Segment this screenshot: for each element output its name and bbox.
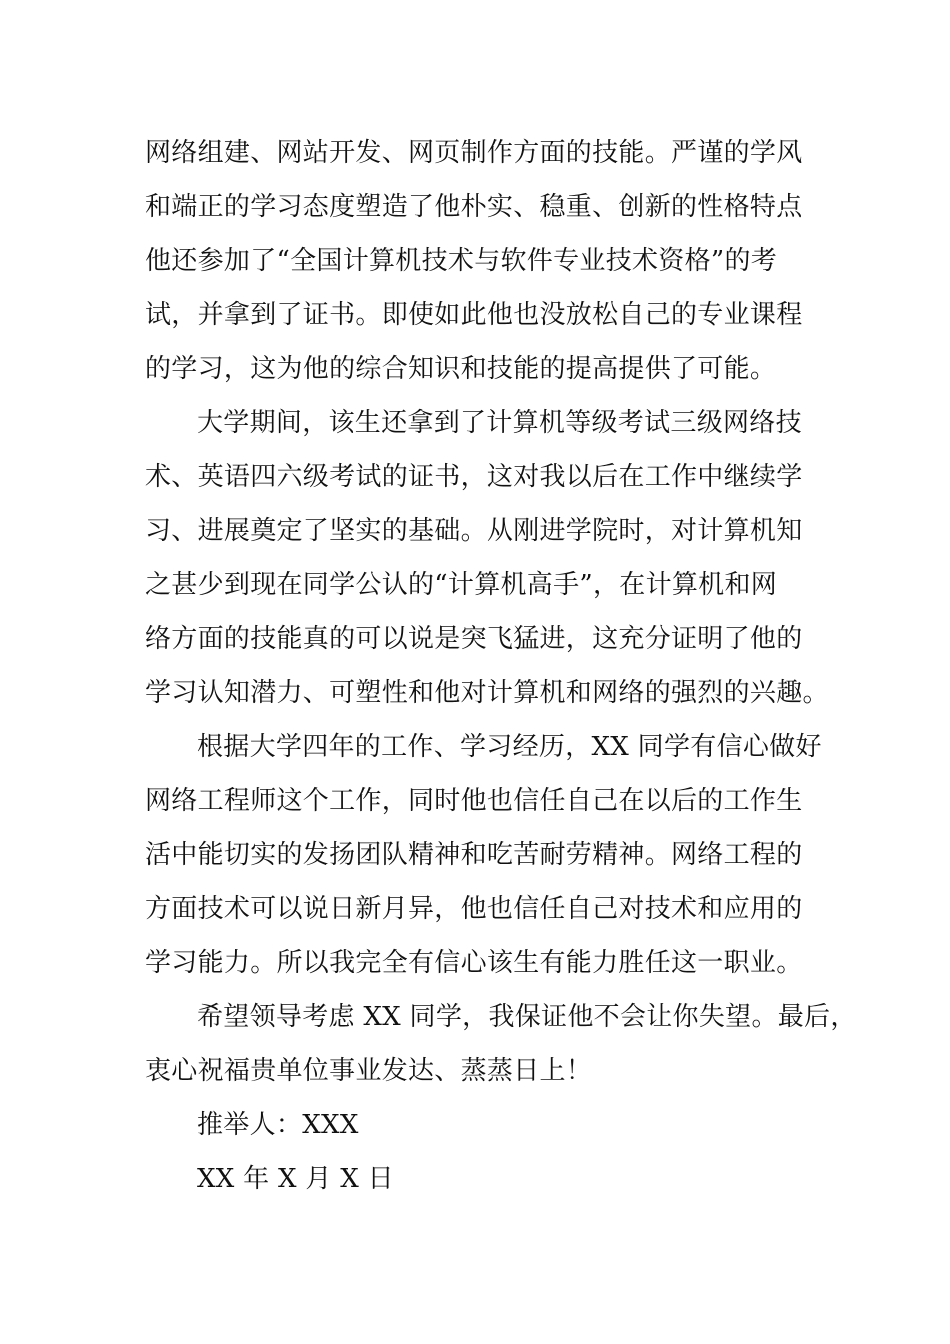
- letter-date: XX 年 X 月 X 日: [197, 1164, 394, 1194]
- paragraph-2-line-1: 大学期间，该生还拿到了计算机等级考试三级网络技: [197, 408, 802, 438]
- paragraph-3-line-4: 方面技术可以说日新月异，他也信任自己对技术和应用的: [145, 894, 803, 924]
- paragraph-2-line-3: 习、进展奠定了坚实的基础。从刚进学院时，对计算机知: [145, 516, 803, 546]
- paragraph-1-line-4: 试，并拿到了证书。即使如此他也没放松自己的专业课程: [145, 300, 803, 330]
- paragraph-1-line-1: 网络组建、网站开发、网页制作方面的技能。严谨的学风: [145, 138, 803, 168]
- recommender-signature: 推举人：XXX: [197, 1110, 359, 1140]
- paragraph-3-line-5: 学习能力。所以我完全有信心该生有能力胜任这一职业。: [145, 948, 803, 978]
- paragraph-3-line-1: 根据大学四年的工作、学习经历，XX 同学有信心做好: [197, 732, 822, 762]
- paragraph-3-line-3: 活中能切实的发扬团队精神和吃苦耐劳精神。网络工程的: [145, 840, 803, 870]
- paragraph-2-line-5: 络方面的技能真的可以说是突飞猛进，这充分证明了他的: [145, 624, 803, 654]
- paragraph-4-line-1: 希望领导考虑 XX 同学，我保证他不会让你失望。最后，: [197, 1002, 857, 1032]
- paragraph-3-line-2: 网络工程师这个工作，同时他也信任自己在以后的工作生: [145, 786, 803, 816]
- paragraph-2-line-4: 之甚少到现在同学公认的“计算机高手”，在计算机和网: [145, 570, 778, 600]
- paragraph-4-line-2: 衷心祝福贵单位事业发达、蒸蒸日上！: [145, 1056, 593, 1086]
- paragraph-2-line-6: 学习认知潜力、可塑性和他对计算机和网络的强烈的兴趣。: [145, 678, 829, 708]
- letter-body: [145, 126, 857, 1206]
- paragraph-1-line-3: 他还参加了“全国计算机技术与软件专业技术资格”的考: [145, 246, 778, 276]
- paragraph-2-line-2: 术、英语四六级考试的证书，这对我以后在工作中继续学: [145, 462, 803, 492]
- paragraph-1-line-5: 的学习，这为他的综合知识和技能的提高提供了可能。: [145, 354, 777, 384]
- paragraph-1-line-2: 和端正的学习态度塑造了他朴实、稳重、创新的性格特点: [145, 192, 803, 222]
